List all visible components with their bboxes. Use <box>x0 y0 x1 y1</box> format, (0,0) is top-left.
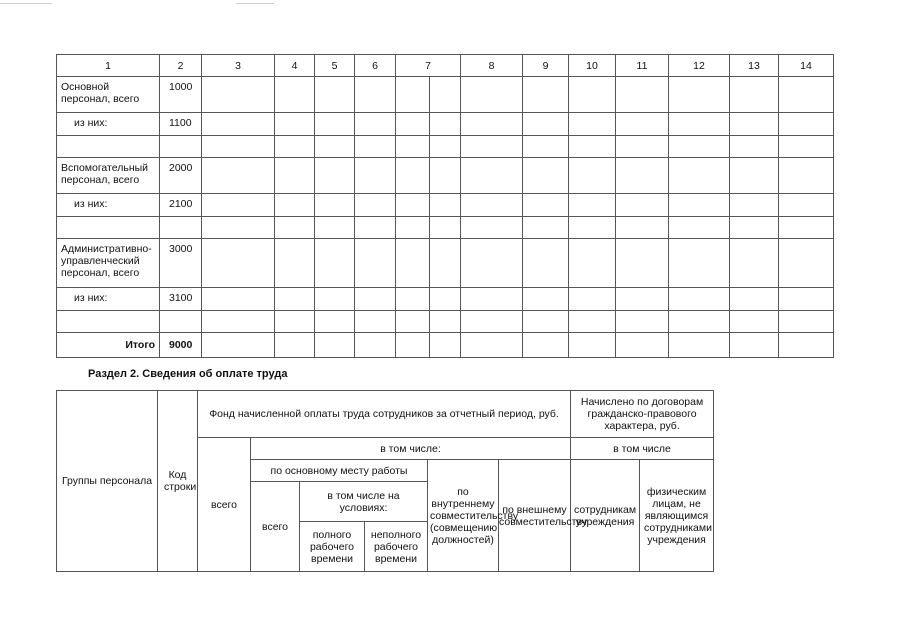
section-2-title: Раздел 2. Сведения об оплате труда <box>88 368 288 380</box>
data-cell[interactable] <box>461 239 523 288</box>
data-cell[interactable] <box>275 311 315 333</box>
data-cell[interactable] <box>616 311 669 333</box>
data-cell[interactable] <box>616 77 669 113</box>
data-cell[interactable] <box>569 113 616 136</box>
header-employees: сотрудникам учреждения <box>571 460 640 572</box>
row-code: 9000 <box>160 333 202 358</box>
data-cell[interactable] <box>669 158 730 194</box>
data-cell[interactable] <box>275 136 315 158</box>
data-cell[interactable] <box>202 113 275 136</box>
data-cell[interactable] <box>430 333 461 358</box>
data-cell[interactable] <box>730 239 779 288</box>
row-code: 2000 <box>160 158 202 194</box>
col-number: 11 <box>616 55 669 77</box>
data-cell[interactable] <box>275 194 315 217</box>
data-cell[interactable] <box>355 239 396 288</box>
data-cell[interactable] <box>275 333 315 358</box>
data-cell[interactable] <box>523 217 569 239</box>
header-total: всего <box>198 438 251 572</box>
table-row <box>57 77 834 113</box>
header-code: Код строки <box>158 391 198 572</box>
col-number: 12 <box>669 55 730 77</box>
data-cell[interactable] <box>523 311 569 333</box>
data-cell[interactable] <box>396 311 430 333</box>
data-cell[interactable] <box>315 239 355 288</box>
scan-mark <box>236 3 274 4</box>
header-part-time: неполного рабочего времени <box>365 522 428 572</box>
data-cell[interactable] <box>730 77 779 113</box>
data-cell[interactable] <box>461 333 523 358</box>
header-including: в том числе: <box>251 438 571 460</box>
data-cell[interactable] <box>779 77 834 113</box>
data-cell[interactable] <box>275 113 315 136</box>
data-cell[interactable] <box>523 288 569 311</box>
data-cell[interactable] <box>461 194 523 217</box>
data-cell[interactable] <box>461 113 523 136</box>
data-cell[interactable] <box>396 194 430 217</box>
data-cell[interactable] <box>275 288 315 311</box>
row-label <box>57 136 160 158</box>
row-code: 3000 <box>160 239 202 288</box>
data-cell[interactable] <box>355 136 396 158</box>
data-cell[interactable] <box>315 288 355 311</box>
data-cell[interactable] <box>202 217 275 239</box>
table-row <box>57 239 834 288</box>
data-cell[interactable] <box>616 158 669 194</box>
col-number: 2 <box>160 55 202 77</box>
data-cell[interactable] <box>569 217 616 239</box>
data-cell[interactable] <box>355 311 396 333</box>
row-code <box>160 136 202 158</box>
data-cell[interactable] <box>396 239 430 288</box>
col-number: 13 <box>730 55 779 77</box>
data-cell[interactable] <box>669 113 730 136</box>
data-cell[interactable] <box>461 136 523 158</box>
data-cell[interactable] <box>396 217 430 239</box>
data-cell[interactable] <box>730 217 779 239</box>
data-cell[interactable] <box>315 217 355 239</box>
header-groups: Группы персонала <box>57 391 158 572</box>
data-cell[interactable] <box>430 136 461 158</box>
row-label: из них: <box>57 194 160 217</box>
data-cell[interactable] <box>669 194 730 217</box>
header-non-employees: физическим лицам, не являющимся сотрудниками учреждения <box>640 460 714 572</box>
data-cell[interactable] <box>315 158 355 194</box>
data-cell[interactable] <box>202 288 275 311</box>
col-number: 6 <box>355 55 396 77</box>
col-number: 7 <box>396 55 461 77</box>
col-number: 9 <box>523 55 569 77</box>
data-cell[interactable] <box>355 333 396 358</box>
row-code: 3100 <box>160 288 202 311</box>
row-label: Административно-управленческий персонал, всего <box>57 239 160 288</box>
header-including-civil: в том числе <box>571 438 714 460</box>
data-cell[interactable] <box>202 136 275 158</box>
data-cell[interactable] <box>669 311 730 333</box>
personnel-table <box>56 54 834 358</box>
data-cell[interactable] <box>396 333 430 358</box>
data-cell[interactable] <box>396 288 430 311</box>
data-cell[interactable] <box>669 288 730 311</box>
data-cell[interactable] <box>430 217 461 239</box>
data-cell[interactable] <box>461 217 523 239</box>
data-cell[interactable] <box>430 311 461 333</box>
data-cell[interactable] <box>275 77 315 113</box>
row-label: Итого <box>57 333 160 358</box>
table-row <box>57 158 834 194</box>
header-main-place: по основному месту работы <box>251 460 428 482</box>
data-cell[interactable] <box>202 194 275 217</box>
col-number: 5 <box>315 55 355 77</box>
table-row <box>57 113 834 136</box>
data-cell[interactable] <box>779 311 834 333</box>
data-cell[interactable] <box>355 158 396 194</box>
row-code: 1000 <box>160 77 202 113</box>
data-cell[interactable] <box>523 113 569 136</box>
header-full-time: полного рабочего времени <box>300 522 365 572</box>
row-code: 2100 <box>160 194 202 217</box>
data-cell[interactable] <box>779 113 834 136</box>
header-external: по внешнему совместительству <box>499 460 571 572</box>
row-code: 1100 <box>160 113 202 136</box>
data-cell[interactable] <box>461 158 523 194</box>
data-cell[interactable] <box>202 77 275 113</box>
data-cell[interactable] <box>396 77 430 113</box>
data-cell[interactable] <box>569 77 616 113</box>
data-cell[interactable] <box>430 113 461 136</box>
data-cell[interactable] <box>523 77 569 113</box>
data-cell[interactable] <box>430 158 461 194</box>
data-cell[interactable] <box>430 77 461 113</box>
data-cell[interactable] <box>461 77 523 113</box>
data-cell[interactable] <box>430 239 461 288</box>
data-cell[interactable] <box>669 217 730 239</box>
data-cell[interactable] <box>569 288 616 311</box>
data-cell[interactable] <box>616 113 669 136</box>
data-cell[interactable] <box>569 333 616 358</box>
data-cell[interactable] <box>202 158 275 194</box>
data-cell[interactable] <box>616 217 669 239</box>
data-cell[interactable] <box>315 333 355 358</box>
data-cell[interactable] <box>779 194 834 217</box>
data-cell[interactable] <box>523 333 569 358</box>
row-label <box>57 217 160 239</box>
row-label: Основной персонал, всего <box>57 77 160 113</box>
data-cell[interactable] <box>315 136 355 158</box>
data-cell[interactable] <box>315 77 355 113</box>
data-cell[interactable] <box>315 113 355 136</box>
data-cell[interactable] <box>730 288 779 311</box>
data-cell[interactable] <box>779 217 834 239</box>
data-cell[interactable] <box>669 77 730 113</box>
data-cell[interactable] <box>355 217 396 239</box>
col-number: 10 <box>569 55 616 77</box>
col-number: 1 <box>57 55 160 77</box>
header-civil: Начислено по договорам гражданско-правового характера, руб. <box>571 391 714 438</box>
data-cell[interactable] <box>779 239 834 288</box>
row-code <box>160 217 202 239</box>
data-cell[interactable] <box>569 239 616 288</box>
data-cell[interactable] <box>461 311 523 333</box>
header-total-sub: всего <box>251 482 300 572</box>
data-cell[interactable] <box>730 194 779 217</box>
data-cell[interactable] <box>355 288 396 311</box>
col-number: 4 <box>275 55 315 77</box>
table-row <box>57 136 834 158</box>
data-cell[interactable] <box>275 158 315 194</box>
table-row <box>57 288 834 311</box>
data-cell[interactable] <box>396 113 430 136</box>
data-cell[interactable] <box>669 239 730 288</box>
data-cell[interactable] <box>396 136 430 158</box>
header-internal: по внутреннему совместительству (совмещению должностей) <box>428 460 499 572</box>
data-cell[interactable] <box>616 239 669 288</box>
data-cell[interactable] <box>275 217 315 239</box>
scan-mark <box>0 3 52 4</box>
col-number: 14 <box>779 55 834 77</box>
table-row <box>57 333 834 358</box>
data-cell[interactable] <box>430 194 461 217</box>
data-cell[interactable] <box>616 136 669 158</box>
data-cell[interactable] <box>523 136 569 158</box>
data-cell[interactable] <box>669 136 730 158</box>
data-cell[interactable] <box>569 158 616 194</box>
table-row <box>57 311 834 333</box>
data-cell[interactable] <box>616 194 669 217</box>
data-cell[interactable] <box>523 158 569 194</box>
data-cell[interactable] <box>569 136 616 158</box>
data-cell[interactable] <box>779 333 834 358</box>
data-cell[interactable] <box>355 194 396 217</box>
data-cell[interactable] <box>355 77 396 113</box>
data-cell[interactable] <box>730 113 779 136</box>
data-cell[interactable] <box>616 288 669 311</box>
data-cell[interactable] <box>730 158 779 194</box>
data-cell[interactable] <box>202 239 275 288</box>
col-number: 3 <box>202 55 275 77</box>
data-cell[interactable] <box>275 239 315 288</box>
header-fund: Фонд начисленной оплаты труда сотрудников за отчетный период, руб. <box>198 391 571 438</box>
column-number-row <box>57 55 834 77</box>
row-label: Вспомогательный персонал, всего <box>57 158 160 194</box>
data-cell[interactable] <box>569 311 616 333</box>
data-cell[interactable] <box>315 311 355 333</box>
data-cell[interactable] <box>779 158 834 194</box>
data-cell[interactable] <box>461 288 523 311</box>
table-row <box>57 194 834 217</box>
row-label: из них: <box>57 113 160 136</box>
data-cell[interactable] <box>730 333 779 358</box>
data-cell[interactable] <box>355 113 396 136</box>
pay-table <box>56 390 714 572</box>
header-incl-conditions: в том числе на условиях: <box>300 482 428 522</box>
data-cell[interactable] <box>430 288 461 311</box>
data-cell[interactable] <box>730 311 779 333</box>
table-row <box>57 217 834 239</box>
data-cell[interactable] <box>569 194 616 217</box>
data-cell[interactable] <box>779 288 834 311</box>
data-cell[interactable] <box>616 333 669 358</box>
row-code <box>160 311 202 333</box>
data-cell[interactable] <box>523 194 569 217</box>
data-cell[interactable] <box>523 239 569 288</box>
col-number: 8 <box>461 55 523 77</box>
row-label: из них: <box>57 288 160 311</box>
data-cell[interactable] <box>669 333 730 358</box>
data-cell[interactable] <box>396 158 430 194</box>
row-label <box>57 311 160 333</box>
data-cell[interactable] <box>202 311 275 333</box>
data-cell[interactable] <box>730 136 779 158</box>
data-cell[interactable] <box>202 333 275 358</box>
data-cell[interactable] <box>779 136 834 158</box>
data-cell[interactable] <box>315 194 355 217</box>
